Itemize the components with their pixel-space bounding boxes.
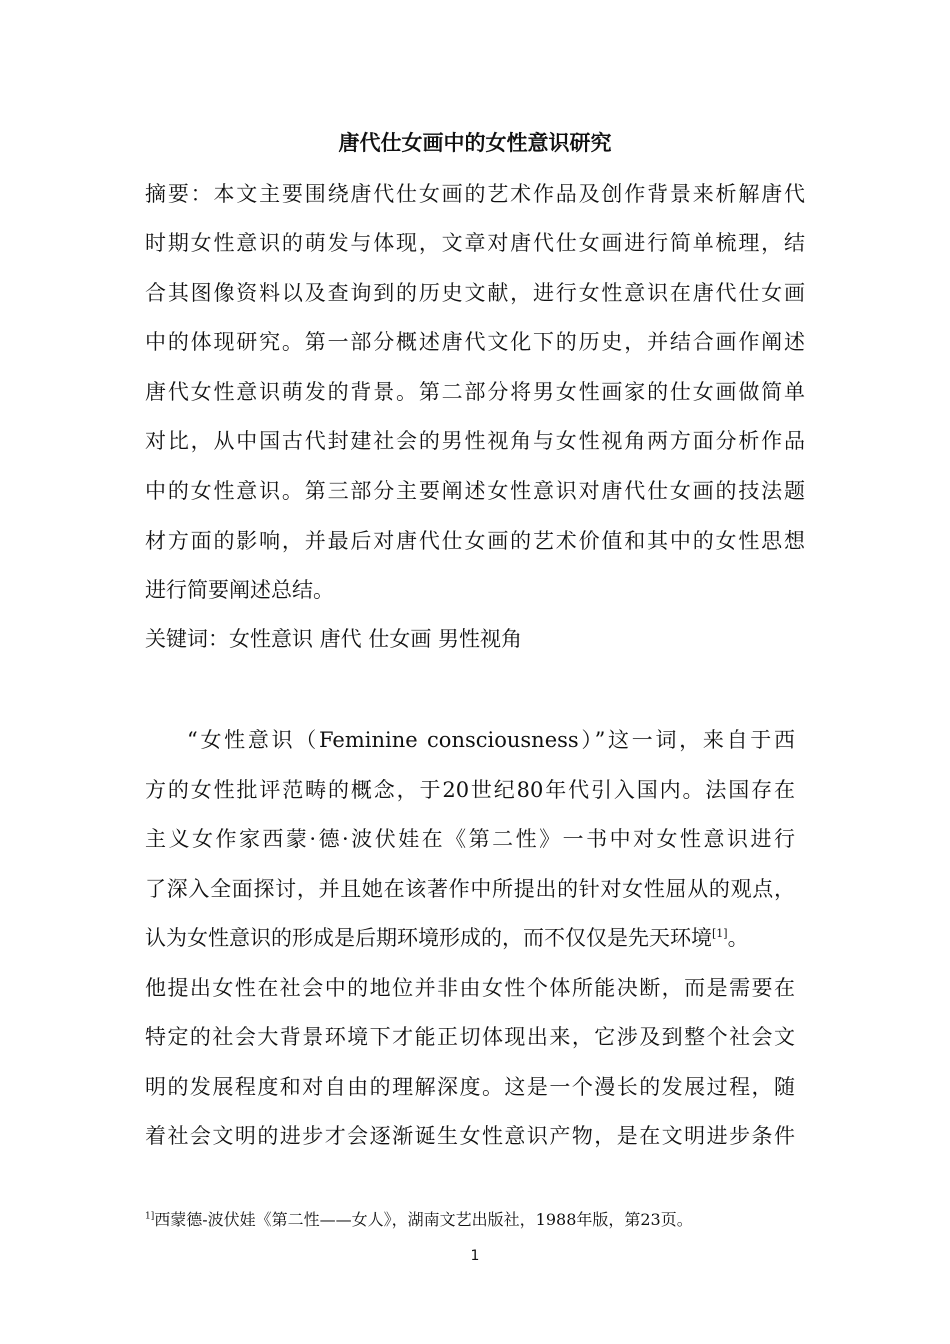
abstract-line: 对比，从中国古代封建社会的男性视角与女性视角两方面分析作品 — [145, 429, 805, 453]
page-number: 1 — [470, 1248, 480, 1264]
footnote-text: 西蒙德-波伏娃《第二性——女人》，湖南文艺出版社，1988年版，第23页。 — [154, 1210, 693, 1229]
footnote — [145, 1208, 693, 1232]
body-line: 特定的社会大背景环境下才能正切体现出来，它涉及到整个社会文 — [145, 1025, 795, 1049]
abstract-line: 材方面的影响，并最后对唐代仕女画的艺术价值和其中的女性思想 — [145, 529, 805, 553]
body-line: 着社会文明的进步才会逐渐诞生女性意识产物，是在文明进步条件 — [145, 1124, 795, 1148]
keywords: 关键词：女性意识 唐代 仕女画 男性视角 — [145, 627, 523, 651]
body-line-punctuation: 。 — [727, 926, 749, 950]
body-line-with-citation — [145, 923, 749, 953]
abstract-line: 时期女性意识的萌发与体现，文章对唐代仕女画进行简单梳理，结 — [145, 231, 805, 255]
body-line: 主义女作家西蒙·德·波伏娃在《第二性》一书中对女性意识进行 — [145, 827, 795, 851]
abstract-line: 中的女性意识。第三部分主要阐述女性意识对唐代仕女画的技法题 — [145, 479, 805, 503]
abstract-line: 进行简要阐述总结。 — [145, 578, 334, 602]
abstract-line: 摘要：本文主要围绕唐代仕女画的艺术作品及创作背景来析解唐代 — [145, 182, 805, 206]
abstract-line: 合其图像资料以及查询到的历史文献，进行女性意识在唐代仕女画 — [145, 281, 805, 305]
body-line: “女性意识（Feminine consciousness）”这一词，来自于西 — [187, 728, 795, 752]
body-line: 方的女性批评范畴的概念，于20世纪80年代引入国内。法国存在 — [145, 778, 795, 802]
body-line: 明的发展程度和对自由的理解深度。这是一个漫长的发展过程，随 — [145, 1075, 795, 1099]
body-line: 了深入全面探讨，并且她在该著作中所提出的针对女性屈从的观点， — [145, 877, 795, 901]
document-title: 唐代仕女画中的女性意识研究 — [338, 131, 612, 155]
body-line: 他提出女性在社会中的地位并非由女性个体所能决断，而是需要在 — [145, 976, 795, 1000]
body-line-text: 认为女性意识的形成是后期环境形成的，而不仅仅是先天环境 — [145, 926, 712, 950]
footnote-marker: 1] — [145, 1211, 155, 1222]
abstract-line: 中的体现研究。第一部分概述唐代文化下的历史，并结合画作阐述 — [145, 330, 805, 354]
citation-marker[interactable]: [1] — [712, 927, 728, 940]
abstract-line: 唐代女性意识萌发的背景。第二部分将男女性画家的仕女画做简单 — [145, 380, 805, 404]
